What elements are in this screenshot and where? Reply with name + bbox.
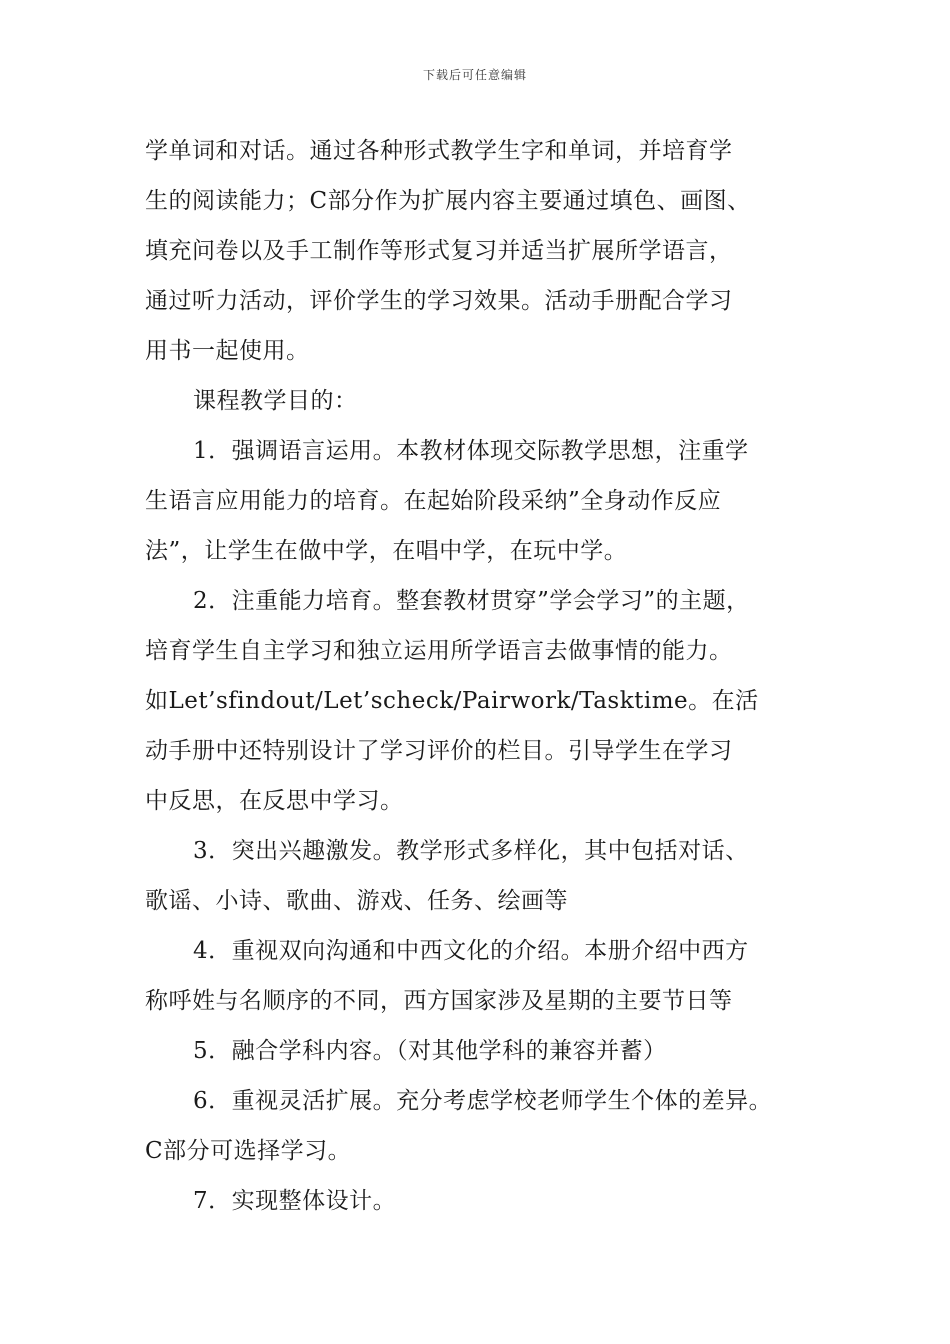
text-line: 课程教学目的：	[193, 388, 358, 414]
page-header: 下载后可任意编辑	[422, 68, 527, 82]
text-line: 生语言应用能力的培育。在起始阶段采纳”全身动作反应	[145, 488, 722, 514]
text-line: C部分可选择学习。	[145, 1138, 352, 1164]
document-body	[145, 126, 825, 1226]
text-line: 培育学生自主学习和独立运用所学语言去做事情的能力。	[145, 638, 733, 664]
text-line: 称呼姓与名顺序的不同，西方国家涉及星期的主要节日等	[145, 988, 733, 1014]
text-line: 生的阅读能力；C部分作为扩展内容主要通过填色、画图、	[145, 188, 751, 214]
text-line: 学单词和对话。通过各种形式教学生字和单词，并培育学	[145, 138, 733, 164]
text-line: 6．重视灵活扩展。充分考虑学校老师学生个体的差异。	[193, 1088, 773, 1114]
text-line: 通过听力活动，评价学生的学习效果。活动手册配合学习	[145, 288, 733, 314]
text-line: 中反思，在反思中学习。	[145, 788, 404, 814]
text-line: 4．重视双向沟通和中西文化的介绍。本册介绍中西方	[193, 938, 749, 964]
text-line: 2．注重能力培育。整套教材贯穿”学会学习”的主题，	[193, 588, 750, 614]
text-line: 5．融合学科内容。（对其他学科的兼容并蓄）	[193, 1038, 667, 1064]
text-line: 7．实现整体设计。	[193, 1188, 397, 1214]
text-line: 歌谣、小诗、歌曲、游戏、任务、绘画等	[145, 888, 568, 914]
text-line: 如Let’sfindout/Let’scheck/Pairwork/Tasktime。在活	[145, 688, 759, 714]
text-line: 3．突出兴趣激发。教学形式多样化，其中包括对话、	[193, 838, 749, 864]
text-line: 法”，让学生在做中学，在唱中学，在玩中学。	[145, 538, 628, 564]
text-line: 动手册中还特别设计了学习评价的栏目。引导学生在学习	[145, 738, 733, 764]
text-line: 1．强调语言运用。本教材体现交际教学思想，注重学	[193, 438, 749, 464]
text-line: 用书一起使用。	[145, 338, 310, 364]
text-line: 填充问卷以及手工制作等形式复习并适当扩展所学语言，	[145, 238, 733, 264]
